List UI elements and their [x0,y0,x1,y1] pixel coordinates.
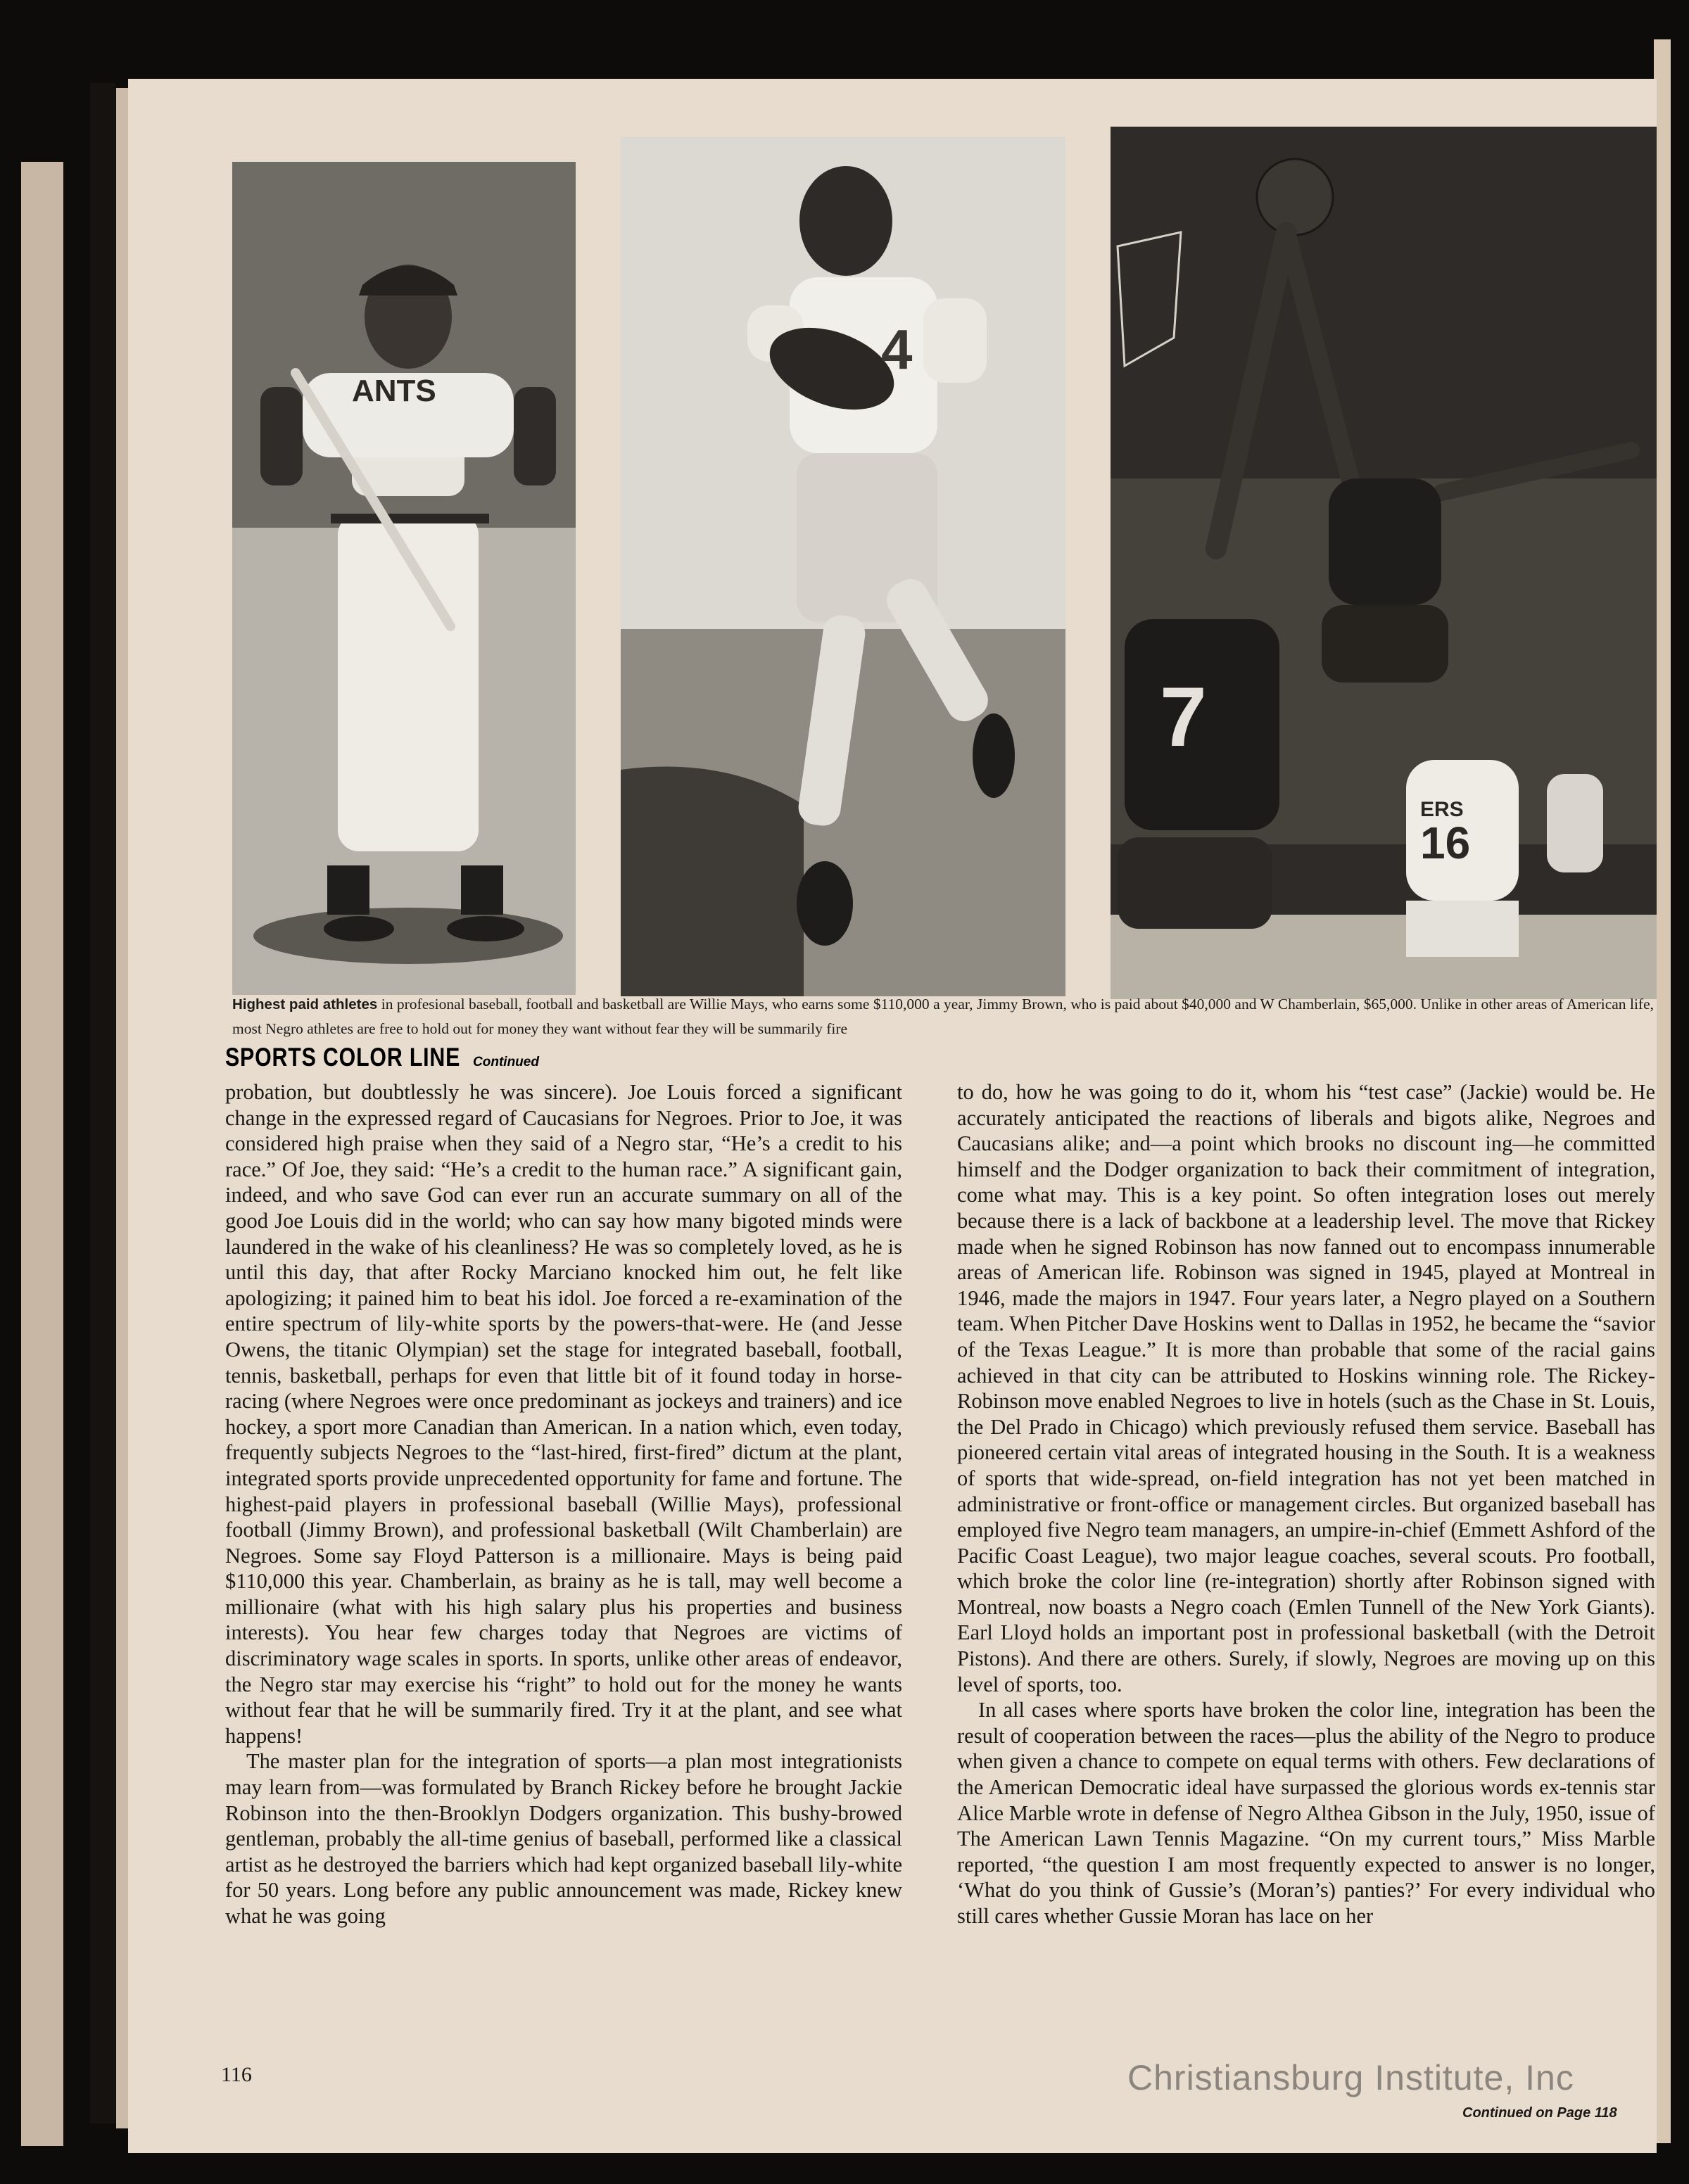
book-page-edge [21,162,63,2146]
jimmy-brown-illustration [621,136,1065,996]
page-number: 116 [221,2063,252,2086]
caption-text: in profesional baseball, football and basketball are Willie Mays, who earns some $110,000 a year, Jimmy Brown, who is paid about $40,000 and W Chamberlain, $65,000. Unlike in other areas of American life, most Negro athletes are free to hold out for money they want without fear they will be summarily fire [232,996,1655,1037]
left-paragraph-1: probation, but doubtlessly he was sincere). Joe Louis forced a significant change in the expressed regard of Caucasians for Negroes. Prior to Joe, it was considered high praise when they said of a Negro star, “He’s a credit to his race.” Of Joe, they said: “He’s a credit to the human race.” A significant gain, indeed, and who save God can ever run an accurate summary on all of the good Joe Louis did in the world; who can say how many bigoted minds were laundered in the wake of his cleanliness? He was so completely loved, as he is until this day, that after Rocky Marciano knocked him out, he felt like apologizing; it pained him to beat his idol. Joe forced a re-examination of the entire spectrum of lily-white sports by the powers-that-were. He (and Jesse Owens, the titanic Olympian) set the stage for integrated baseball, football, tennis, basketball, perhaps for even that little bit of it found today in horse-racing (where Negroes were once predominant as jockeys and trainers) and ice hockey, a sport more Canadian than American. In a nation which, even today, frequently subjects Negroes to the “last-hired, first-fired” dictum at the plant, integrated sports provide unprecedented opportunity for fame and fortune. The highest-paid players in professional baseball (Willie Mays), professional football (Jimmy Brown), and professional basketball (Wilt Chamberlain) are Negroes. Some say Floyd Patterson is a millionaire. Mays is being paid $110,000 this year. Chamberlain, as brainy as he is tall, may well become a millionaire (what with his high salary plus his properties and business interests). You hear few charges today that Negroes are victims of discriminatory wage scales in sports. In sports, unlike other areas of endeavor, the Negro star may exercise his “right” to hold out for the money he wants without fear that he will be summarily fired. Try it at the plant, and see what happens! [225,1080,902,1748]
watermark: Christiansburg Institute, Inc [1127,2058,1574,2097]
caption-lead: Highest paid athletes [232,996,378,1012]
basketball-illustration [1111,127,1657,999]
heading-continued: Continued [473,1055,539,1069]
right-column [957,1079,1655,1929]
photo-caption [232,992,1654,1041]
football-jersey-number: 4 [881,318,913,381]
book-spine [90,83,115,2123]
right-paragraph-1: to do, how he was going to do it, whom his “test case” (Jackie) would be. He accurately anticipated the reactions of liberals and bigots alike, Negroes and Caucasians alike; and—a point which brooks no discount ing—he committed himself and the Dodger organization to back their commitment of integration, come what may. This is a key point. So often integration loses out merely because there is a lack of backbone at a leadership level. The move that Rickey made when he signed Robinson has now fanned out to encompass innumerable areas of American life. Robinson was signed in 1945, played at Montreal in 1946, made the majors in 1947. Four years later, a Negro played on a Southern team. When Pitcher Dave Hoskins went to Dallas in 1952, he became the “savior of the Texas League.” It is more than probable that some of the racial gains achieved in that city can be attributed to Hoskins winning role. The Rickey-Robinson move enabled Negroes to live in hotels (such as the Chase in St. Louis, the Del Prado in Chicago) which previously refused them service. Baseball has pioneered certain vital areas of integrated housing in the South. It is a weakness of sports that wide-spread, on-field integration has not yet been matched in administrative or front-office or management circles. But organized baseball has employed five Negro team managers, an umpire-in-chief (Emmett Ashford of the Pacific Coast League), two major league coaches, several scouts. Pro football, which broke the color line (re-integration) shortly after Robinson signed with Montreal, now boasts a Negro coach (Emlen Tunnell of the New York Giants). Earl Lloyd holds an important post in professional basketball (with the Detroit Pistons). And there are others. Surely, if slowly, Negroes are moving up on this level of sports, too. [957,1080,1655,1696]
warriors-jersey-text: ERS [1420,798,1464,821]
heading-title: SPORTS COLOR LINE [225,1043,461,1072]
photo-willie-mays [232,162,576,995]
left-paragraph-2: The master plan for the integration of sports—a plan most integrationists may learn from—was formulated by Branch Rickey before he brought Jackie Robinson into the then-Brooklyn Dodgers organization. This bushy-browed gentleman, probably the all-time genius of baseball, performed like a classical artist as he destroyed the barriers which had kept organized baseball lily-white for 50 years. Long before any public announcement was made, Rickey knew what he was going [225,1749,902,1928]
magazine-page [128,79,1657,2153]
right-paragraph-2: In all cases where sports have broken the color line, integration has been the result of cooperation between the races—plus the ability of the Negro to produce when given a chance to compete on equal terms with others. Few declarations of the American Democratic ideal have surpassed the glorious words ex-tennis star Alice Marble wrote in defense of Negro Althea Gibson in the July, 1950, issue of The American Lawn Tennis Magazine. “On my current tours,” Miss Marble reported, “the question I am most frequently expected to answer is no longer, ‘What do you think of Gussie’s (Moran’s) panties?’ For every individual who still cares whether Gussie Moran has lace on her [957,1698,1655,1928]
continued-note: Continued on Page 118 [1462,2105,1617,2121]
left-column [225,1079,902,1929]
jersey-number-sixteen: 16 [1420,818,1471,868]
photo-jimmy-brown [621,136,1065,996]
willie-mays-illustration [232,162,576,995]
jersey-number-seven: 7 [1160,670,1207,764]
giants-jersey-text: ANTS [352,374,436,408]
photo-wilt-chamberlain [1111,127,1657,999]
section-heading [225,1043,539,1072]
